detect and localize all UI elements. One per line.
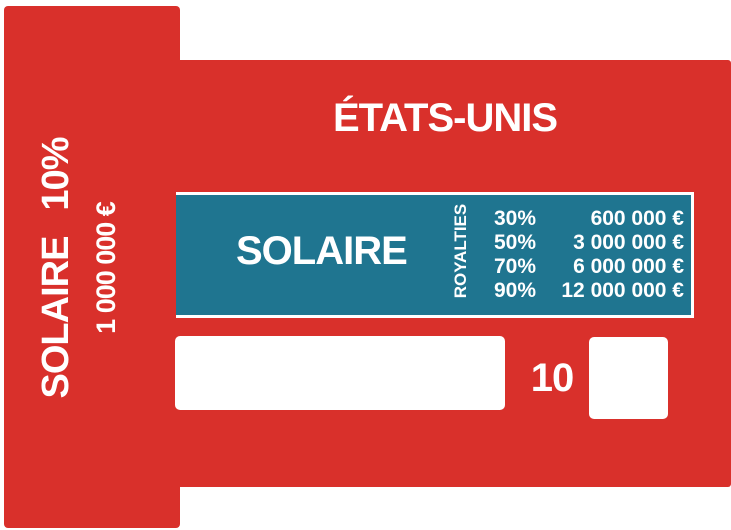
royalty-row	[494, 279, 684, 303]
royalty-row	[494, 255, 684, 279]
royalty-row	[494, 207, 684, 231]
royalty-amount: 6 000 000 €	[573, 255, 684, 278]
royalty-percent: 90%	[494, 279, 537, 302]
side-price: 1 000 000 €	[91, 202, 121, 334]
card-value: 10	[530, 356, 574, 400]
royalty-row	[494, 231, 684, 255]
royalty-amount: 12 000 000 €	[561, 279, 684, 302]
energy-title: SOLAIRE	[236, 229, 407, 273]
side-energy: SOLAIRE	[35, 236, 77, 399]
royalty-percent: 50%	[494, 231, 537, 254]
side-energy-share	[37, 118, 75, 418]
royalty-percent: 30%	[494, 207, 537, 230]
royalty-table	[494, 207, 684, 303]
side-share: 10%	[35, 137, 77, 211]
royalty-percent: 70%	[494, 255, 537, 278]
country-title: ÉTATS-UNIS	[332, 96, 558, 140]
royalty-amount: 600 000 €	[590, 207, 684, 230]
royalty-amount: 3 000 000 €	[573, 231, 684, 254]
energy-panel	[176, 192, 694, 318]
royalties-label: ROYALTIES	[451, 203, 470, 299]
small-cutout-slot	[589, 337, 668, 419]
wide-cutout-slot	[175, 336, 505, 410]
side-label	[37, 118, 147, 418]
